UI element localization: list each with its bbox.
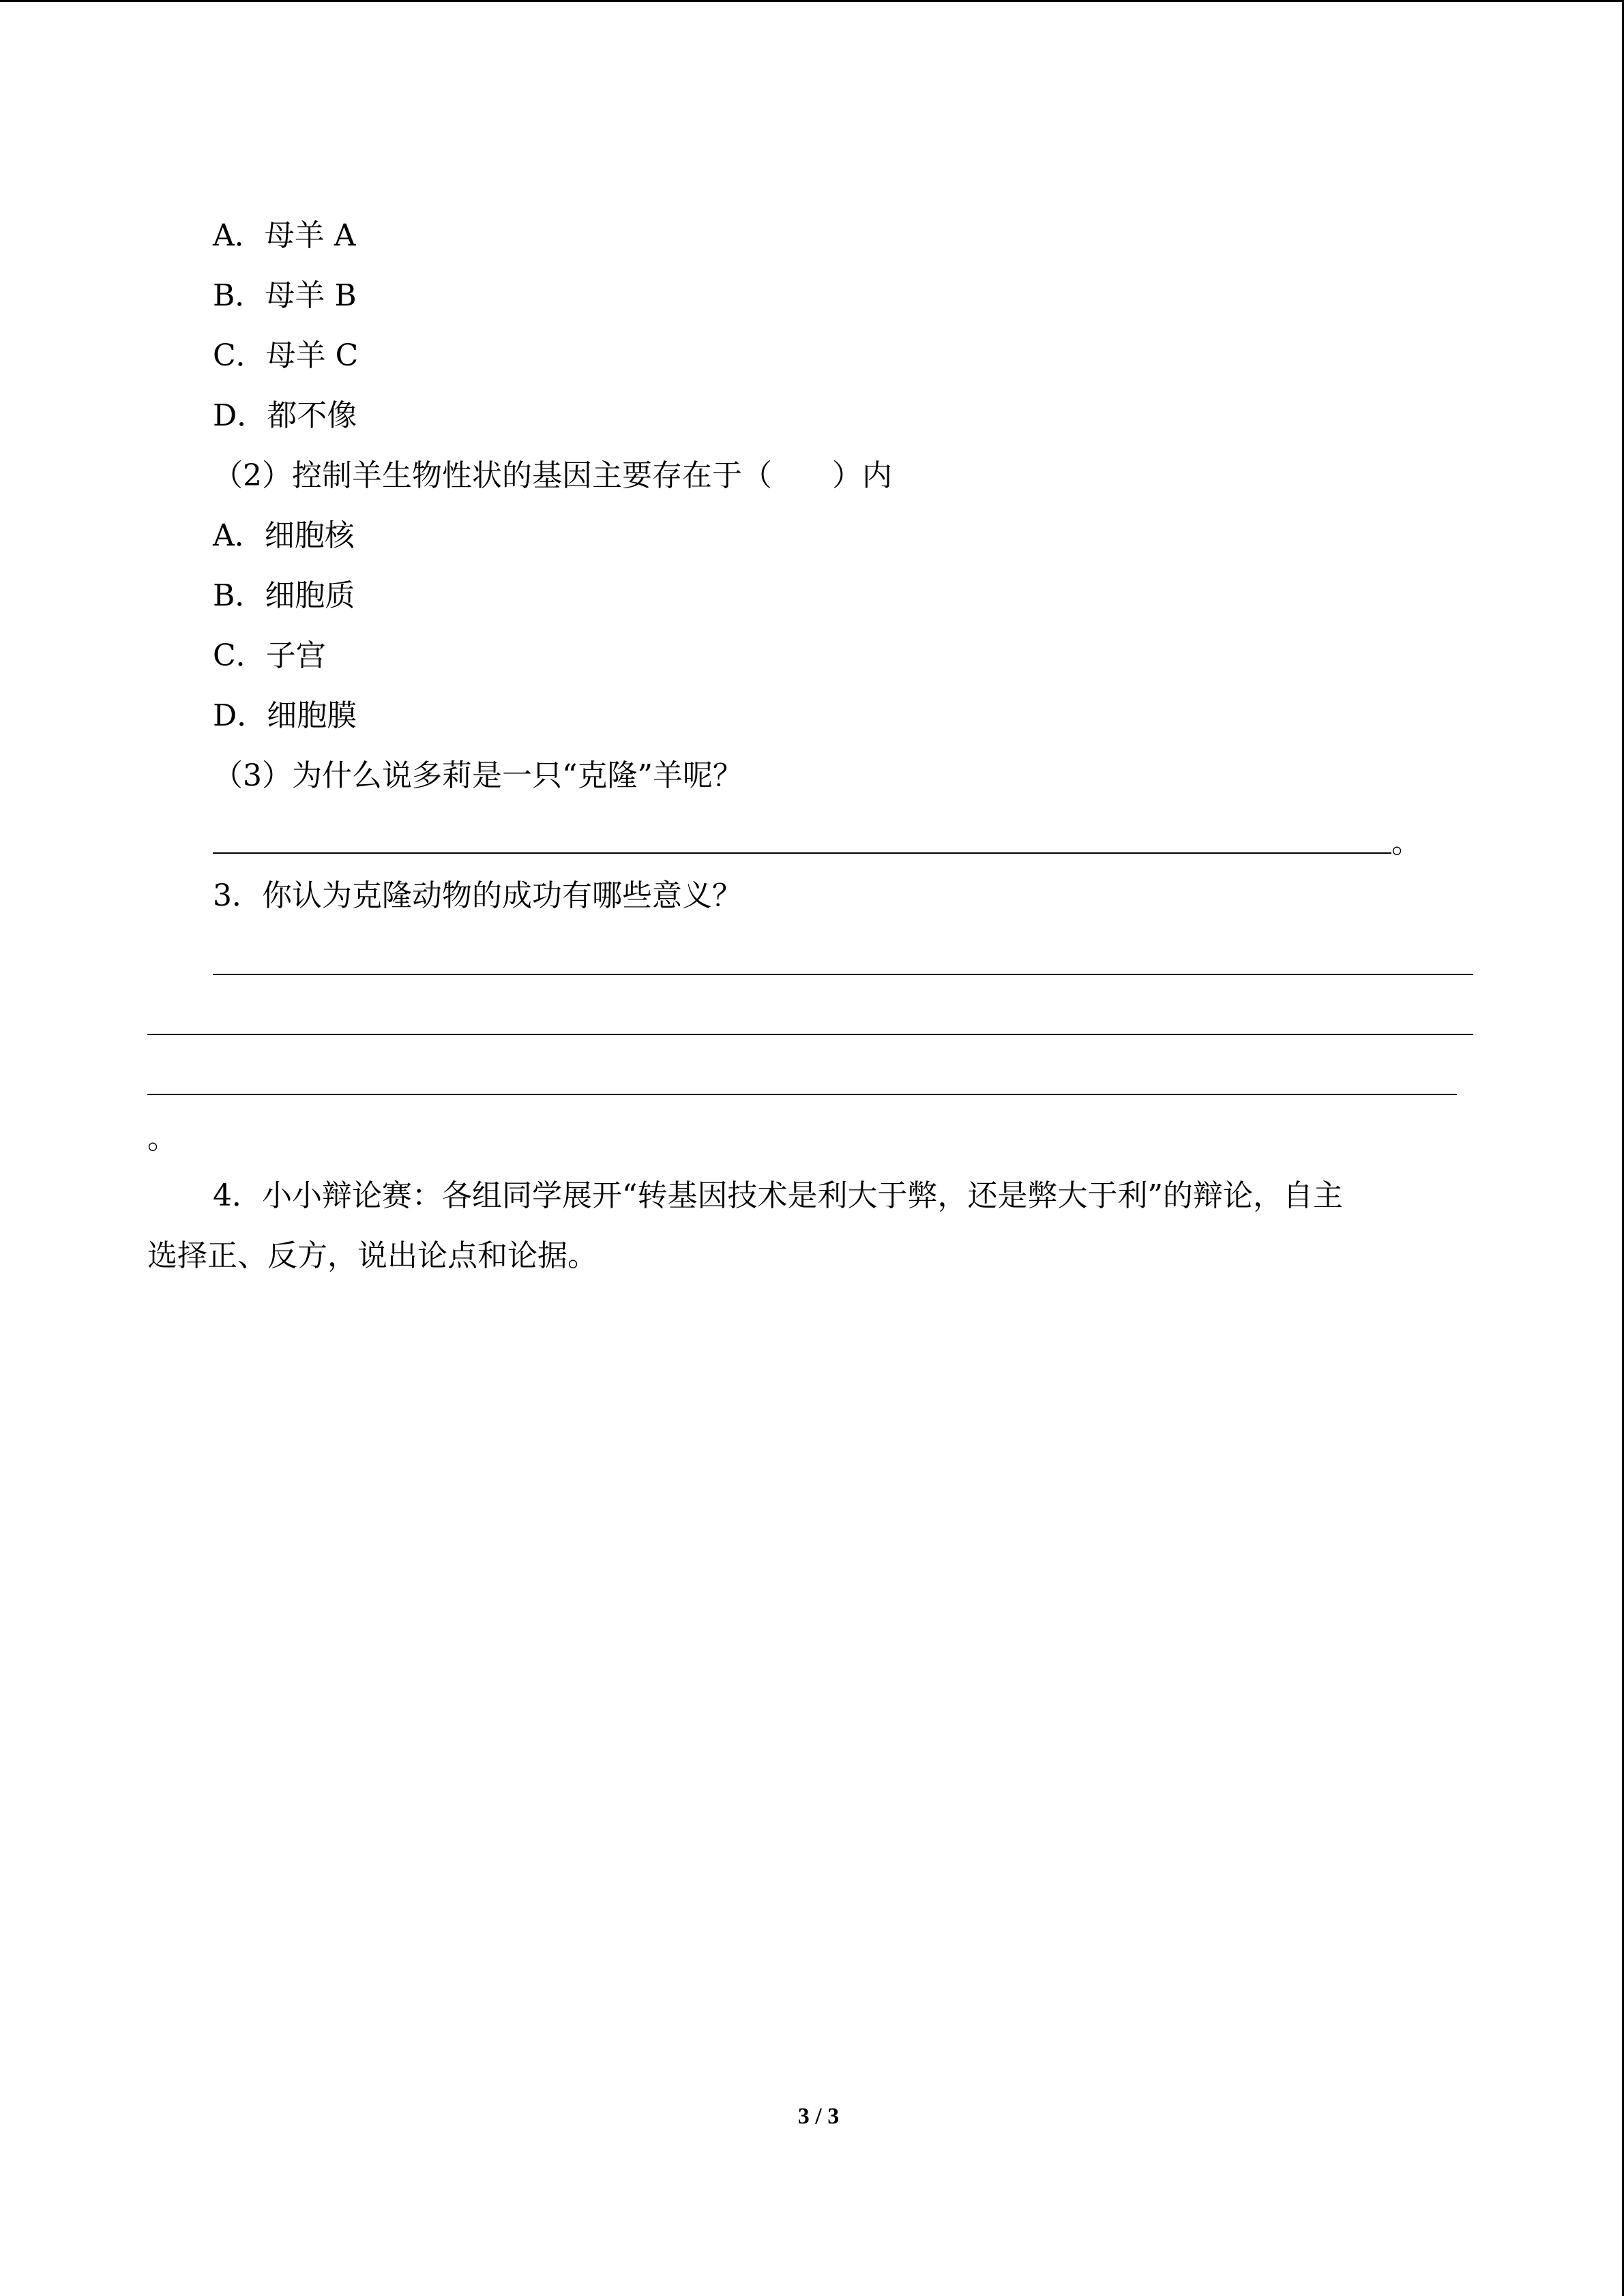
q2-option-c: C．子宫 bbox=[213, 638, 326, 673]
item3-answer-line-3[interactable] bbox=[147, 1094, 1457, 1095]
q2-stem: （2）控制羊生物性状的基因主要存在于（ ）内 bbox=[213, 458, 892, 493]
q1-option-a: A．母羊 A bbox=[213, 218, 356, 253]
page-number: 3 / 3 bbox=[797, 2104, 840, 2129]
q3-end-mark: 。 bbox=[1391, 825, 1421, 860]
q2-option-d: D．细胞膜 bbox=[213, 698, 357, 733]
q2-option-b: B．细胞质 bbox=[213, 578, 355, 613]
q1-option-c: C．母羊 C bbox=[213, 338, 359, 373]
item3-answer-line-2[interactable] bbox=[147, 1034, 1473, 1035]
q3-answer-line[interactable] bbox=[213, 852, 1391, 854]
item3-end-mark: 。 bbox=[147, 1121, 177, 1156]
q2-option-a: A．细胞核 bbox=[213, 518, 355, 553]
item4-line-1: 4．小小辩论赛：各组同学展开“转基因技术是利大于弊，还是弊大于利”的辩论，自主 bbox=[213, 1178, 1343, 1213]
page-border-top bbox=[0, 0, 1624, 2]
q1-option-b: B．母羊 B bbox=[213, 278, 357, 313]
item4-line-2: 选择正、反方，说出论点和论据。 bbox=[147, 1238, 597, 1273]
item3-stem: 3．你认为克隆动物的成功有哪些意义？ bbox=[213, 878, 742, 913]
q3-stem: （3）为什么说多莉是一只“克隆”羊呢？ bbox=[213, 758, 743, 793]
item3-answer-line-1[interactable] bbox=[213, 974, 1473, 975]
q1-option-d: D．都不像 bbox=[213, 398, 357, 433]
